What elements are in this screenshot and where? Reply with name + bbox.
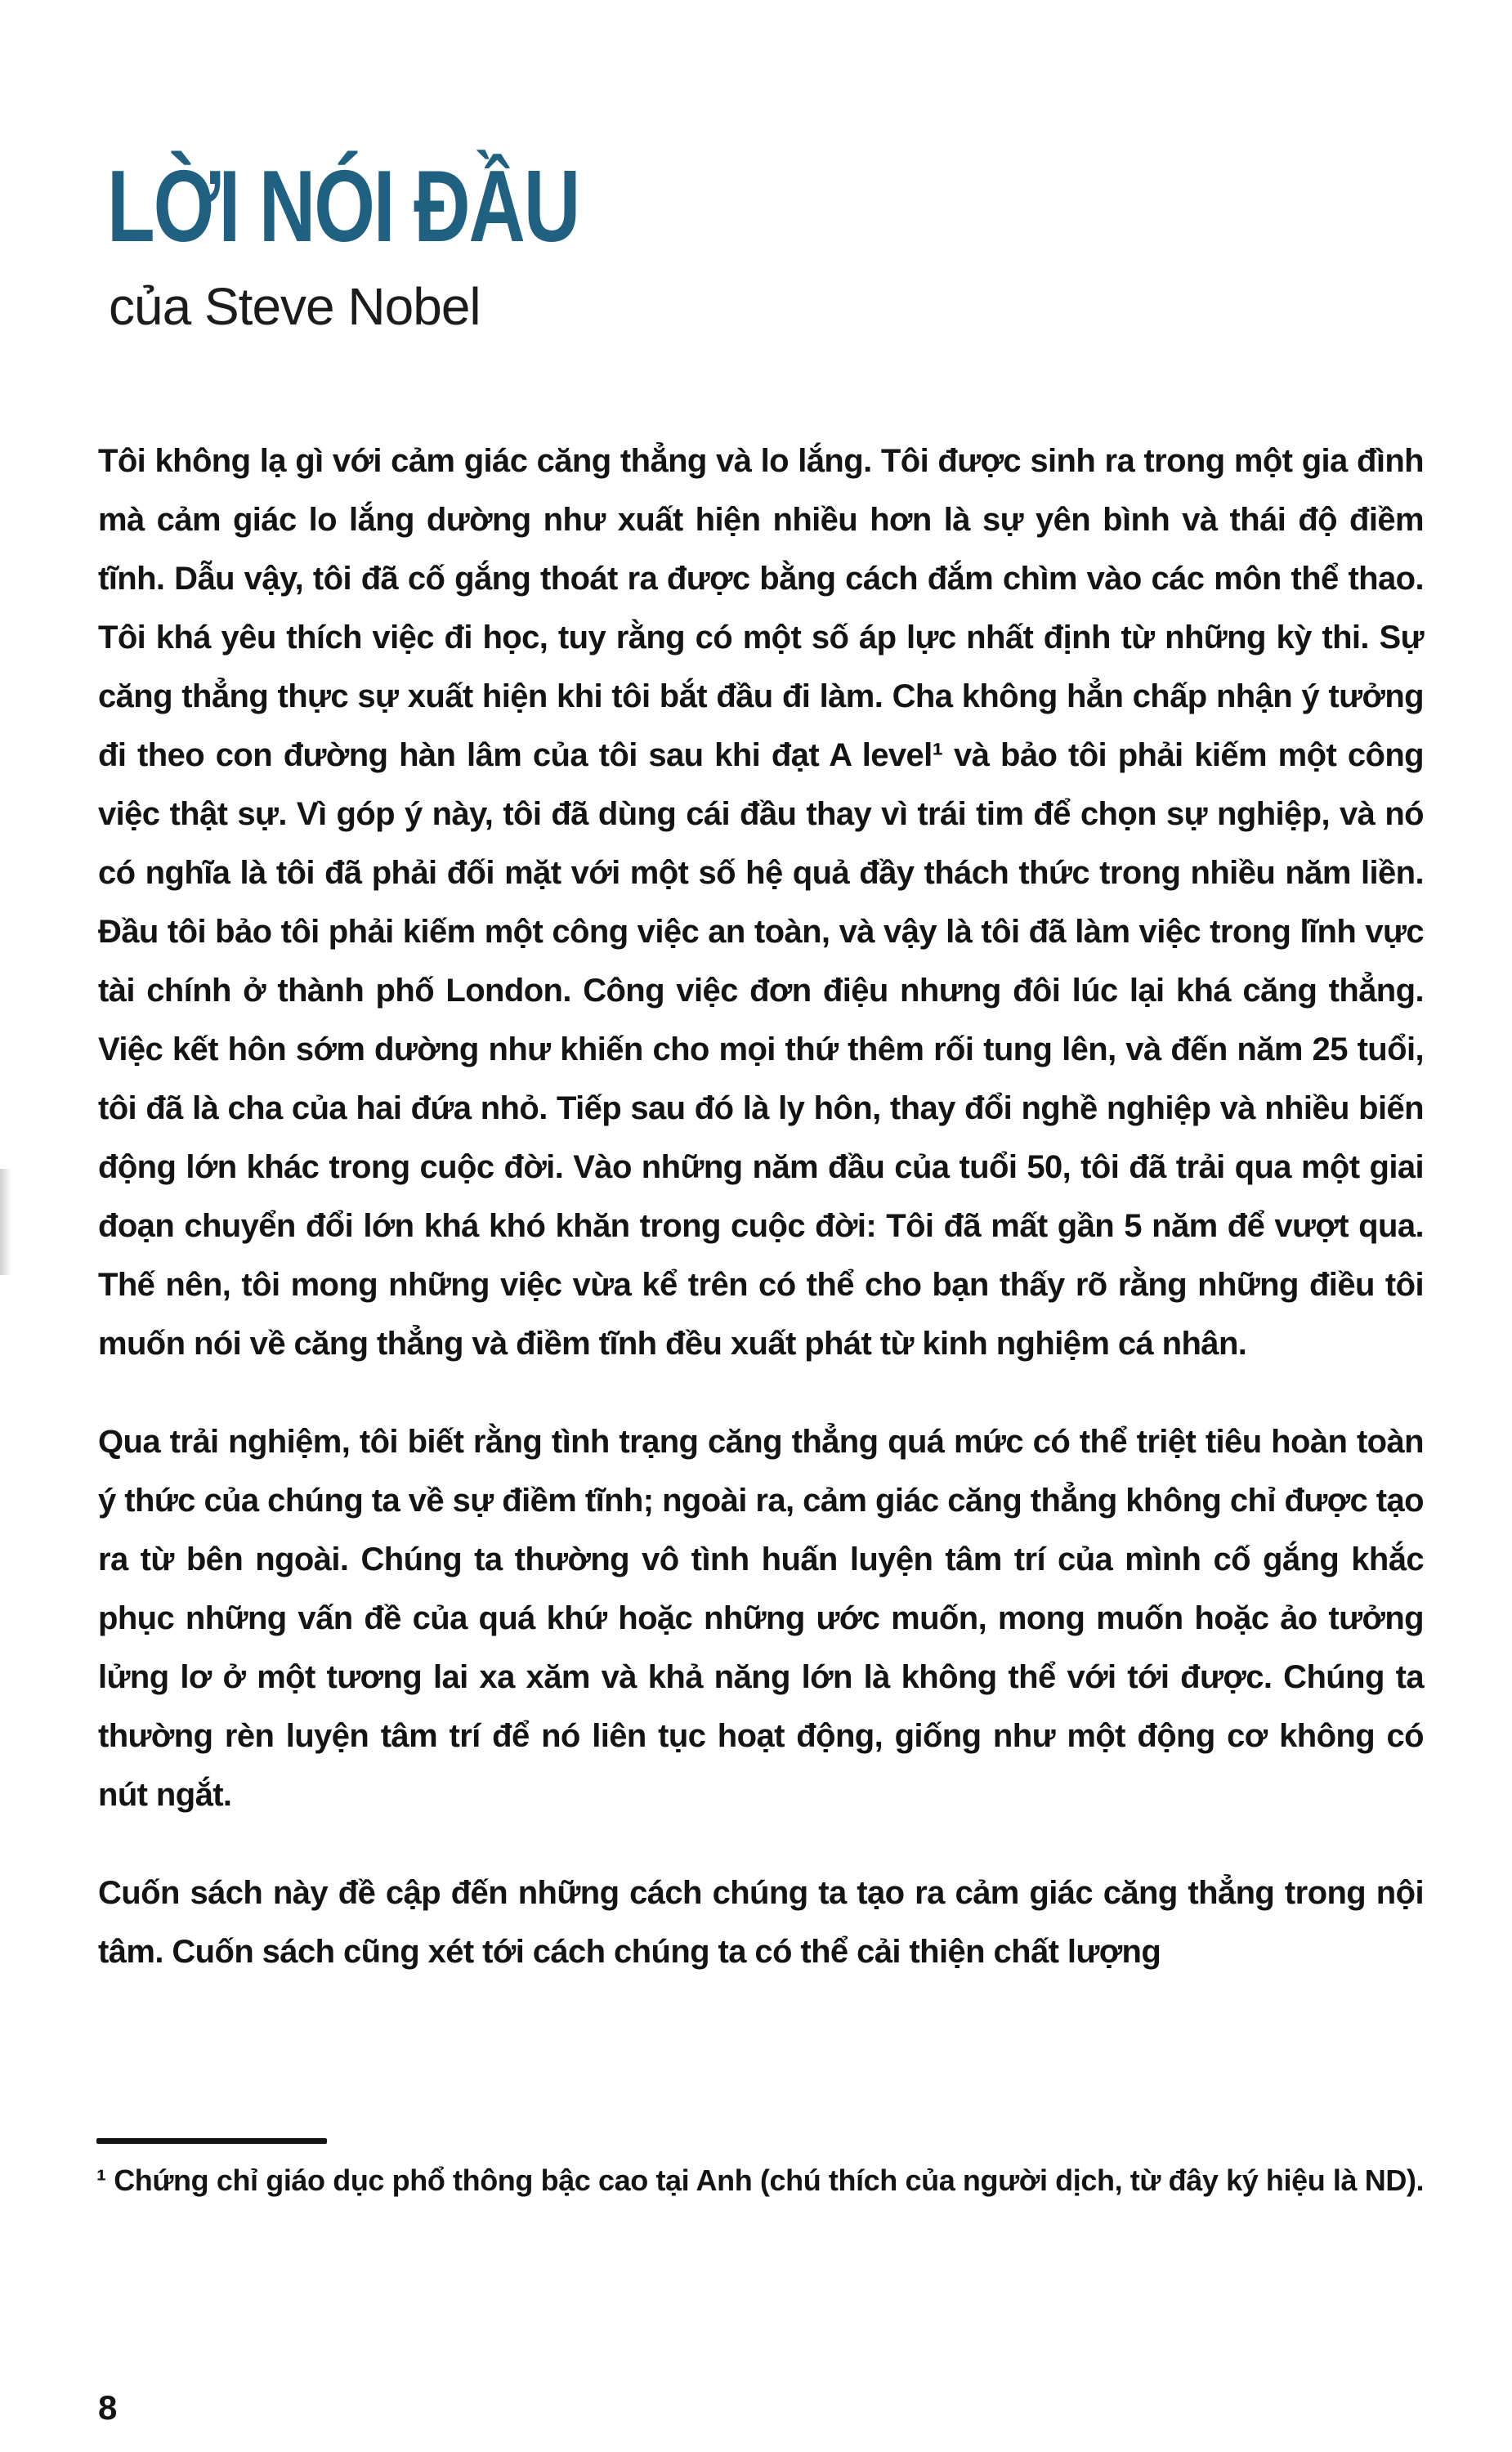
scan-smudge [0,1169,11,1275]
page-number: 8 [98,2388,118,2427]
body-text [98,432,1424,2020]
footnote-divider [96,2138,327,2144]
footnote-text: ¹ Chứng chỉ giáo dục phổ thông bậc cao tại Anh (chú thích của người dịch, từ đây ký hiệu là ND). [96,2163,1425,2197]
page-title: LỜI NÓI ĐẦU [107,150,579,264]
body-paragraph-1: Tôi không lạ gì với cảm giác căng thẳng và lo lắng. Tôi được sinh ra trong một gia đình mà cảm giác lo lắng dường như xuất hiện nhiều hơn là sự yên bình và thái độ điềm tĩnh. Dẫu vậy, tôi đã cố gắng thoát ra được bằng cách đắm chìm vào các môn thể thao. Tôi khá yêu thích việc đi học, tuy rằng có một số áp lực nhất định từ những kỳ thi. Sự căng thẳng thực sự xuất hiện khi tôi bắt đầu đi làm. Cha không hẳn chấp nhận ý tưởng đi theo con đường hàn lâm của tôi sau khi đạt A level¹ và bảo tôi phải kiếm một công việc thật sự. Vì góp ý này, tôi đã dùng cái đầu thay vì trái tim để chọn sự nghiệp, và nó có nghĩa là tôi đã phải đối mặt với một số hệ quả đầy thách thức trong nhiều năm liền. Đầu tôi bảo tôi phải kiếm một công việc an toàn, và vậy là tôi đã làm việc trong lĩnh vực tài chính ở thành phố London. Công việc đơn điệu nhưng đôi lúc lại khá căng thẳng. Việc kết hôn sớm dường như khiến cho mọi thứ thêm rối tung lên, và đến năm 25 tuổi, tôi đã là cha của hai đứa nhỏ. Tiếp sau đó là ly hôn, thay đổi nghề nghiệp và nhiều biến động lớn khác trong cuộc đời. Vào những năm đầu của tuổi 50, tôi đã trải qua một giai đoạn chuyển đổi lớn khá khó khăn trong cuộc đời: Tôi đã mất gần 5 năm để vượt qua. Thế nên, tôi mong những việc vừa kể trên có thể cho bạn thấy rõ rằng những điều tôi muốn nói về căng thẳng và điềm tĩnh đều xuất phát từ kinh nghiệm cá nhân. [98,443,1424,1362]
footnote [96,2138,1441,2201]
body-paragraph-3: Cuốn sách này đề cập đến những cách chúng ta tạo ra cảm giác căng thẳng trong nội tâm. Cuốn sách cũng xét tới cách chúng ta có thể cải thiện chất lượng [98,1875,1424,1970]
page-subtitle: của Steve Nobel [109,277,481,336]
body-paragraph-2: Qua trải nghiệm, tôi biết rằng tình trạng căng thẳng quá mức có thể triệt tiêu hoàn toàn ý thức của chúng ta về sự điềm tĩnh; ngoài ra, cảm giác căng thẳng không chỉ được tạo ra từ bên ngoài. Chúng ta thường vô tình huấn luyện tâm trí của mình cố gắng khắc phục những vấn đề của quá khứ hoặc những ước muốn, mong muốn hoặc ảo tưởng lửng lơ ở một tương lai xa xăm và khả năng lớn là không thể với tới được. Chúng ta thường rèn luyện tâm trí để nó liên tục hoạt động, giống như một động cơ không có nút ngắt. [98,1424,1424,1813]
